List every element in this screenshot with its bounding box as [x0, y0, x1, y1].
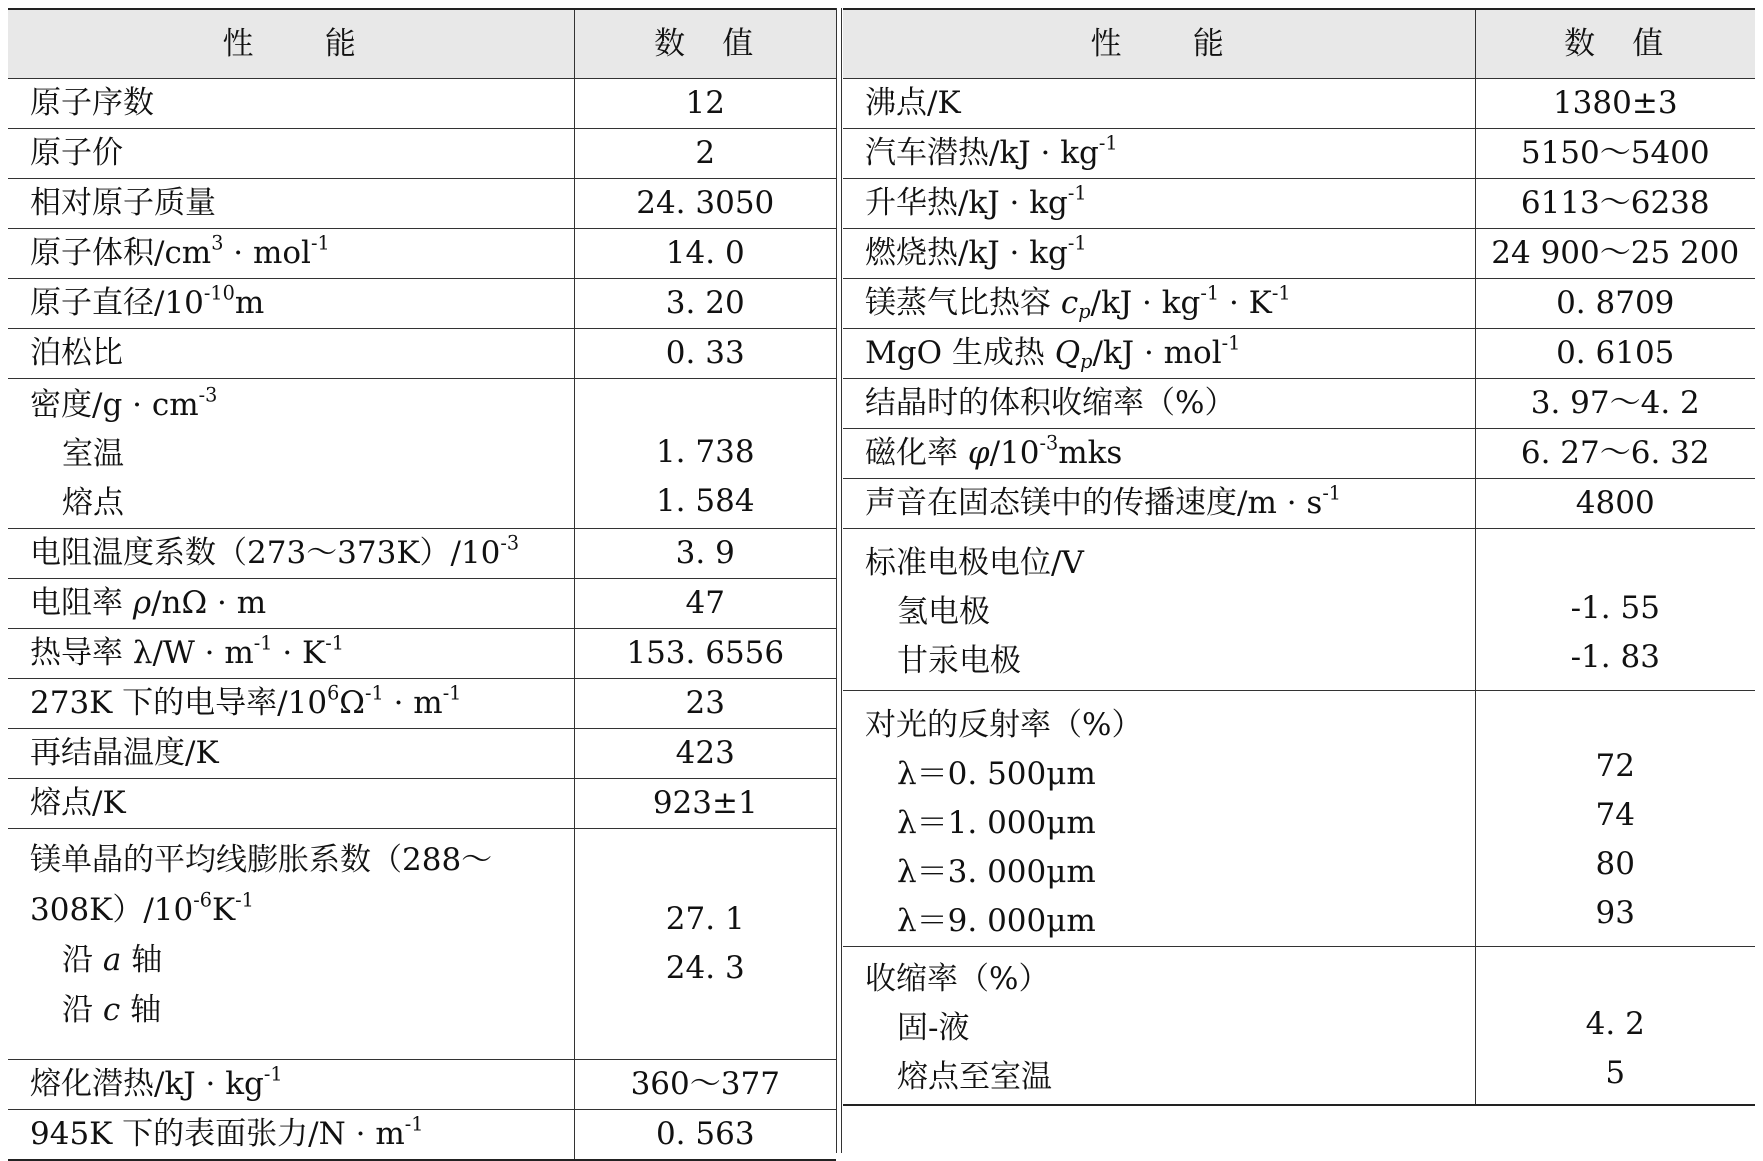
row-value: 14. 0 — [574, 229, 836, 279]
row-value: 93 — [1595, 895, 1635, 931]
row-sublabel: 甘汞电极 — [897, 643, 1021, 679]
row-label: 泊松比 — [8, 329, 574, 379]
row-value: 1. 738 — [655, 434, 755, 470]
row-value: 24 900～25 200 — [1475, 229, 1755, 279]
header-property: 性 能 — [8, 9, 574, 79]
row-value: 5150～5400 — [1475, 129, 1755, 179]
row-sublabel: 固-液 — [897, 1010, 970, 1046]
row-label: 945K 下的表面张力$/N \cdot m^{-1}$ — [8, 1110, 574, 1161]
row-sublabel: 沿 a 轴 — [62, 942, 163, 978]
row-sublabel: 熔点 — [62, 485, 124, 521]
row-label: 相对原子质量 — [8, 179, 574, 229]
row-label: 镁单晶的平均线膨胀系数$(288\sim 308K)/10^{-6}K^{-1}$ — [30, 842, 493, 928]
row-label: 对光的反射率（%） — [865, 707, 1143, 743]
row-label: 标准电极电位/V — [865, 545, 1084, 581]
row-value: 6. 27～6. 32 — [1475, 429, 1755, 479]
row-label: 原子序数 — [8, 79, 574, 129]
row-value: 27. 1 — [665, 901, 745, 937]
row-value: 4800 — [1475, 479, 1755, 529]
row-value: 0. 33 — [574, 329, 836, 379]
row-label: 声音在固态镁中的传播速度$/m \cdot s^{-1}$ — [843, 479, 1475, 529]
row-label: 原子体积$/cm^3 \cdot mol^{-1}$ — [8, 229, 574, 279]
row-value: 923±1 — [574, 779, 836, 829]
row-value: 3. 97～4. 2 — [1475, 379, 1755, 429]
row-label: 收缩率（%） — [865, 961, 1050, 997]
row-value: 0. 8709 — [1475, 279, 1755, 329]
row-label: MgO 生成热 $Q_p/kJ \cdot mol^{-1}$ — [843, 329, 1475, 379]
row-label: 原子直径$/10^{-10}m$ — [8, 279, 574, 329]
row-sublabel: 熔点至室温 — [897, 1059, 1052, 1095]
row-label: 电阻率 ρ/nΩ · m — [8, 579, 574, 629]
row-sublabel: λ＝1. 000μm — [897, 805, 1096, 841]
column-divider — [841, 8, 842, 1153]
row-value: 2 — [574, 129, 836, 179]
row-value: 423 — [574, 729, 836, 779]
row-label: 汽车潜热$/kJ \cdot kg^{-1}$ — [843, 129, 1475, 179]
row-value: 153. 6556 — [574, 629, 836, 679]
header-property: 性 能 — [843, 9, 1475, 79]
row-value: 3. 20 — [574, 279, 836, 329]
row-label: 结晶时的体积收缩率（%） — [843, 379, 1475, 429]
right-property-table — [843, 8, 1755, 1106]
row-value: 3. 9 — [574, 529, 836, 579]
row-label: 273K 下的电导率$/10^6\Omega^{-1} \cdot m^{-1}$ — [8, 679, 574, 729]
row-label: 磁化率 $\varphi/10^{-3}mks$ — [843, 429, 1475, 479]
row-sublabel: 沿 c 轴 — [62, 992, 162, 1028]
header-value: 数 值 — [1475, 9, 1755, 79]
row-value: 4. 2 — [1585, 1005, 1645, 1042]
row-value: -1. 83 — [1570, 639, 1660, 675]
row-value: 6113～6238 — [1475, 179, 1755, 229]
row-value: 23 — [574, 679, 836, 729]
row-value: 12 — [574, 79, 836, 129]
row-label: 密度$/g \cdot cm^{-3}$ — [30, 383, 218, 423]
row-value: 24. 3050 — [574, 179, 836, 229]
row-value: 0. 563 — [574, 1110, 836, 1161]
row-value: -1. 55 — [1570, 590, 1660, 626]
row-label: 熔点/K — [8, 779, 574, 829]
header-value: 数 值 — [574, 9, 836, 79]
row-label: 镁蒸气比热容 $c_p/kJ \cdot kg^{-1} \cdot K^{-1}$ — [843, 279, 1475, 329]
row-value: 72 — [1595, 748, 1635, 784]
row-value: 1380±3 — [1475, 79, 1755, 129]
row-label: 电阻温度系数$(273\sim 373K)/10^{-3}$ — [8, 529, 574, 579]
row-label: 原子价 — [8, 129, 574, 179]
row-sublabel: 室温 — [62, 436, 124, 472]
row-sublabel: λ＝9. 000μm — [897, 903, 1096, 939]
row-value: 74 — [1595, 797, 1635, 833]
row-sublabel: λ＝0. 500μm — [897, 756, 1096, 792]
row-value: 5 — [1605, 1054, 1626, 1091]
left-property-table — [8, 8, 836, 1161]
row-label: 熔化潜热$/kJ \cdot kg^{-1}$ — [8, 1060, 574, 1110]
row-value: 1. 584 — [655, 483, 755, 519]
column-divider — [836, 8, 837, 1153]
row-label: 热导率 $\lambda/W \cdot m^{-1} \cdot K^{-1}$ — [8, 629, 574, 679]
row-value: 47 — [574, 579, 836, 629]
row-label: 沸点/K — [843, 79, 1475, 129]
row-value: 24. 3 — [665, 950, 745, 986]
row-value: 360～377 — [574, 1060, 836, 1110]
row-sublabel: λ＝3. 000μm — [897, 854, 1096, 890]
row-label: 升华热$/kJ \cdot kg^{-1}$ — [843, 179, 1475, 229]
row-label: 再结晶温度/K — [8, 729, 574, 779]
row-label: 燃烧热$/kJ \cdot kg^{-1}$ — [843, 229, 1475, 279]
row-sublabel: 氢电极 — [897, 594, 990, 630]
row-value: 0. 6105 — [1475, 329, 1755, 379]
row-value: 80 — [1595, 846, 1635, 882]
